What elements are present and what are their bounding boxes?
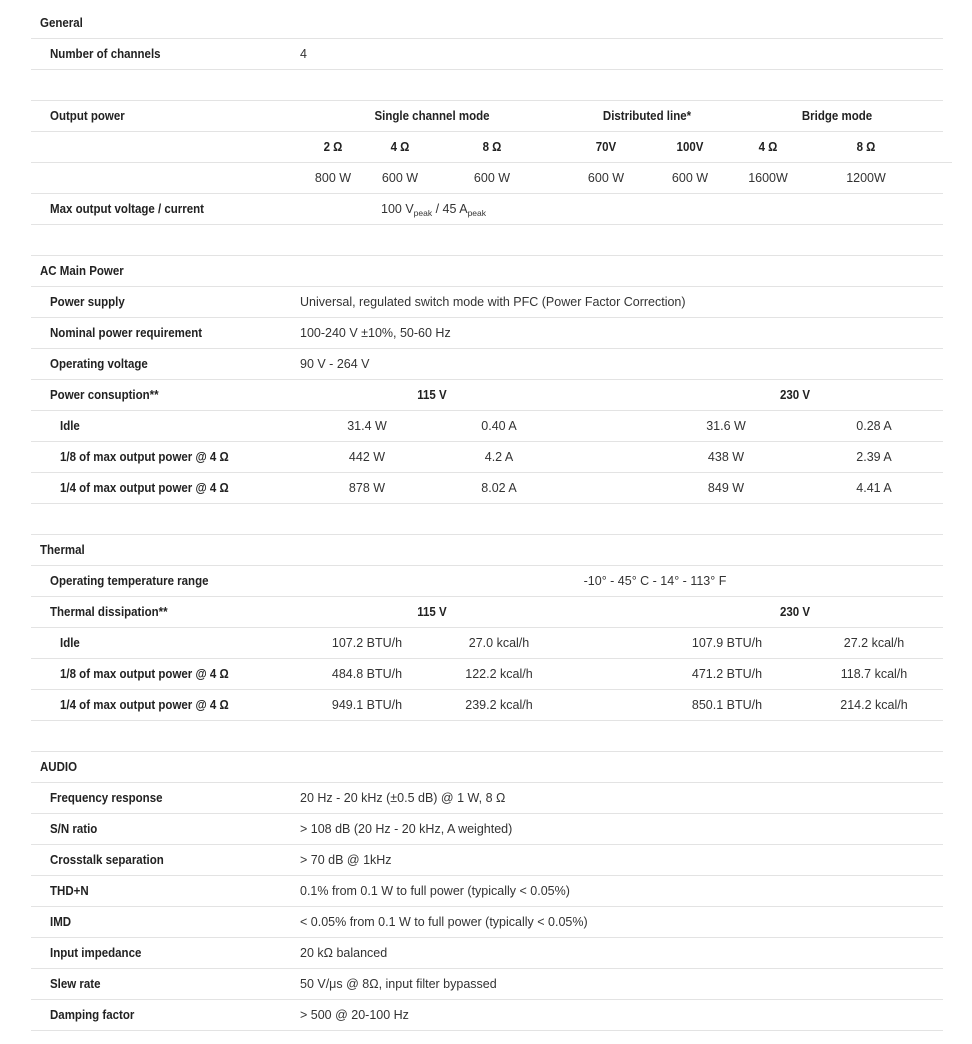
section-ac-main-power	[31, 256, 943, 287]
spec-value: 20 kΩ balanced	[300, 946, 388, 960]
spec-value: > 108 dB (20 Hz - 20 kHz, A weighted)	[300, 822, 513, 836]
load-cell: 100V	[676, 140, 704, 154]
spec-value: 90 V - 264 V	[300, 357, 370, 371]
group-header-distributed: Distributed line*	[602, 109, 692, 123]
voltage-header-230: 230 V	[779, 388, 811, 402]
section-title: General	[40, 16, 83, 30]
voltage-header-115: 115 V	[417, 605, 447, 619]
spec-label: Thermal dissipation**	[50, 605, 168, 619]
spec-row-max-output	[31, 194, 943, 225]
dissipation-row	[31, 628, 943, 659]
consumption-row	[31, 473, 943, 504]
value-cell: 31.4 W	[347, 419, 387, 433]
load-cell: 70V	[595, 140, 617, 154]
spec-label: Input impedance	[50, 946, 142, 960]
sub-label: 1/4 of max output power @ 4 Ω	[60, 698, 229, 712]
spec-row-thermal-dissipation	[31, 597, 943, 628]
value-cell: 8.02 A	[481, 481, 517, 495]
sub-label: 1/8 of max output power @ 4 Ω	[60, 667, 229, 681]
value-cell: 4.2 A	[484, 450, 514, 464]
spec-label: Power supply	[50, 295, 125, 309]
output-powers-row	[31, 163, 943, 194]
load-cell: 4 Ω	[758, 140, 778, 154]
power-cell: 800 W	[314, 171, 352, 185]
section-general	[31, 8, 943, 39]
value-cell: 0.28 A	[856, 419, 892, 433]
spec-row-input-impedance	[31, 938, 943, 969]
spec-label: Operating temperature range	[50, 574, 209, 588]
spec-row-channels	[31, 39, 943, 70]
group-header-single: Single channel mode	[374, 109, 490, 123]
power-cell: 600 W	[473, 171, 511, 185]
spec-row-operating-voltage	[31, 349, 943, 380]
power-cell: 1200W	[846, 171, 886, 185]
sub-label: 1/8 of max output power @ 4 Ω	[60, 450, 229, 464]
value-cell: 438 W	[707, 450, 745, 464]
spec-label: Power consuption**	[50, 388, 159, 402]
spacer-row	[31, 70, 943, 101]
value-cell: 118.7 kcal/h	[840, 667, 908, 681]
spec-row-sn-ratio	[31, 814, 943, 845]
value-cell: 0.40 A	[481, 419, 517, 433]
sub-label: 1/4 of max output power @ 4 Ω	[60, 481, 229, 495]
spec-value: > 70 dB @ 1kHz	[300, 853, 392, 867]
consumption-row	[31, 442, 943, 473]
spec-row-slew-rate	[31, 969, 943, 1000]
consumption-row	[31, 411, 943, 442]
value-cell: 949.1 BTU/h	[331, 698, 403, 712]
max-current: / 45 A	[432, 202, 468, 216]
spec-row-crosstalk	[31, 845, 943, 876]
spec-value: > 500 @ 20-100 Hz	[300, 1008, 409, 1022]
spec-row-damping-factor	[31, 1000, 943, 1031]
load-cell: 2 Ω	[323, 140, 343, 154]
spec-label: Damping factor	[50, 1008, 135, 1022]
voltage-header-115: 115 V	[417, 388, 447, 402]
voltage-header-230: 230 V	[779, 605, 811, 619]
value-cell: 878 W	[348, 481, 386, 495]
spec-label: Operating voltage	[50, 357, 148, 371]
value-cell: 107.2 BTU/h	[331, 636, 403, 650]
section-thermal	[31, 535, 943, 566]
value-cell: 471.2 BTU/h	[691, 667, 763, 681]
value-cell: 122.2 kcal/h	[465, 667, 533, 681]
spec-row-imd	[31, 907, 943, 938]
spec-value: -10° - 45° C - 14° - 113° F	[583, 574, 727, 588]
value-cell: 850.1 BTU/h	[691, 698, 763, 712]
spec-label: Slew rate	[50, 977, 101, 991]
value-cell: 4.41 A	[856, 481, 892, 495]
spec-value: 0.1% from 0.1 W to full power (typically < 0.05%)	[300, 884, 570, 898]
spec-label: Nominal power requirement	[50, 326, 203, 340]
spec-value: < 0.05% from 0.1 W to full power (typically < 0.05%)	[300, 915, 588, 929]
section-audio	[31, 752, 943, 783]
spec-label: Number of channels	[50, 47, 161, 61]
power-cell: 600 W	[671, 171, 709, 185]
value-cell: 239.2 kcal/h	[465, 698, 533, 712]
value-cell: 442 W	[348, 450, 386, 464]
load-cell: 8 Ω	[482, 140, 502, 154]
section-title: Thermal	[40, 543, 85, 557]
power-cell: 600 W	[381, 171, 419, 185]
power-cell: 1600W	[748, 171, 788, 185]
value-cell: 27.2 kcal/h	[843, 636, 905, 650]
spec-value: 20 Hz - 20 kHz (±0.5 dB) @ 1 W, 8 Ω	[300, 791, 506, 805]
spec-label: Output power	[50, 109, 125, 123]
max-voltage: 100 V	[381, 202, 414, 216]
peak-subscript: peak	[413, 208, 433, 218]
dissipation-row	[31, 659, 943, 690]
spec-label: Frequency response	[50, 791, 163, 805]
power-cell: 600 W	[587, 171, 625, 185]
spec-label: IMD	[50, 915, 72, 929]
spec-row-power-consumption	[31, 380, 943, 411]
spacer-row	[31, 721, 943, 752]
spec-value: 50 V/μs @ 8Ω, input filter bypassed	[300, 977, 497, 991]
spec-row-nominal-power	[31, 318, 943, 349]
spec-row-thd	[31, 876, 943, 907]
value-cell: 27.0 kcal/h	[468, 636, 530, 650]
value-cell: 484.8 BTU/h	[331, 667, 403, 681]
value-cell: 214.2 kcal/h	[840, 698, 908, 712]
peak-subscript: peak	[467, 208, 486, 218]
load-cell: 4 Ω	[390, 140, 410, 154]
spacer-row	[31, 504, 943, 535]
section-title: AC Main Power	[40, 264, 124, 278]
spec-label: Crosstalk separation	[50, 853, 164, 867]
spec-row-power-supply	[31, 287, 943, 318]
value-cell: 2.39 A	[856, 450, 892, 464]
spacer-row	[31, 225, 943, 256]
spec-value: 100-240 V ±10%, 50-60 Hz	[300, 326, 451, 340]
spec-label: Max output voltage / current	[50, 202, 204, 216]
spec-value: Universal, regulated switch mode with PFC (Power Factor Correction)	[300, 295, 686, 309]
sub-label: Idle	[60, 636, 80, 650]
dissipation-row	[31, 690, 943, 721]
spec-row-frequency-response	[31, 783, 943, 814]
spec-row-output-power	[31, 101, 943, 132]
output-loads-row	[31, 132, 952, 163]
value-cell: 849 W	[707, 481, 745, 495]
spec-value	[381, 194, 486, 225]
section-title: AUDIO	[40, 760, 78, 774]
group-header-bridge: Bridge mode	[801, 109, 873, 123]
value-cell: 31.6 W	[706, 419, 746, 433]
spec-label: THD+N	[50, 884, 89, 898]
spec-row-temperature	[31, 566, 943, 597]
spec-value: 4	[300, 47, 307, 61]
spec-label: S/N ratio	[50, 822, 98, 836]
value-cell: 107.9 BTU/h	[691, 636, 763, 650]
load-cell: 8 Ω	[856, 140, 876, 154]
sub-label: Idle	[60, 419, 80, 433]
